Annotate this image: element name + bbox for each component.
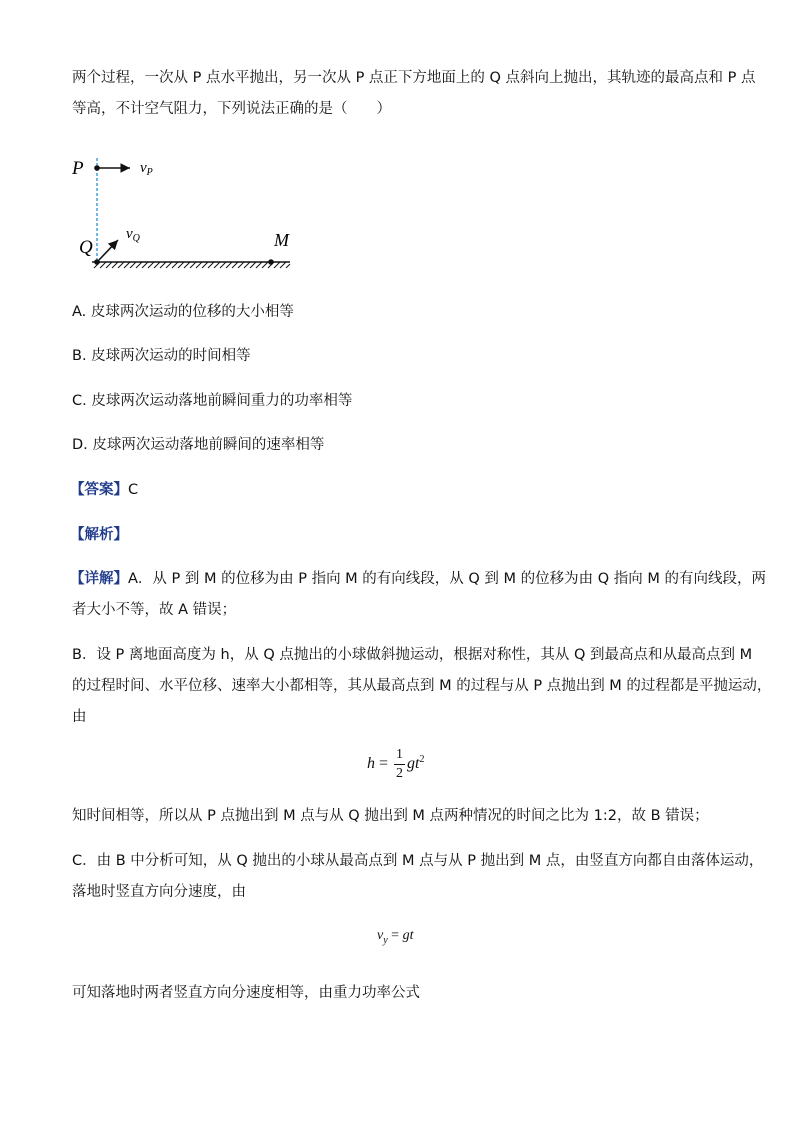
point-q-dot xyxy=(94,259,100,265)
option-text: 皮球两次运动的时间相等 xyxy=(91,348,251,364)
fraction-denominator: 2 xyxy=(396,766,404,781)
formula-lhs: h xyxy=(367,755,375,773)
velocity-q-arrow xyxy=(99,240,118,260)
fraction-numerator: 1 xyxy=(394,746,405,765)
detail-a-text: A．从 P 到 M 的位移为由 P 指向 M 的有向线段，从 Q 到 M 的位移为由 Q 指向 M 的有向线段，两 xyxy=(128,571,767,587)
label-q: Q xyxy=(79,237,93,258)
detail-a-line-1 xyxy=(70,569,766,589)
formula-free-fall xyxy=(367,746,424,783)
label-vp: $v_P$ xyxy=(140,160,153,178)
detail-c-line-3: 可知落地时两者竖直方向分速度相等，由重力功率公式 xyxy=(72,985,420,1001)
option-letter: B. xyxy=(72,348,87,364)
analysis-line xyxy=(70,525,128,545)
question-line-1: 两个过程，一次从 P 点水平抛出，另一次从 P 点正下方地面上的 Q 点斜向上抛出，其轨迹的最高点和 P 点 xyxy=(72,70,756,86)
detail-c-line-2: 落地时竖直方向分速度，由 xyxy=(72,884,246,900)
label-p: P xyxy=(72,158,84,179)
answer-label: 【答案】 xyxy=(70,482,128,498)
option-letter: C. xyxy=(72,393,87,409)
point-m-dot xyxy=(268,259,274,265)
answer-line xyxy=(70,480,138,500)
label-vq: $v_Q$ xyxy=(126,226,140,244)
option-c xyxy=(72,391,352,411)
detail-b-line-4: 知时间相等，所以从 P 点抛出到 M 点与从 Q 抛出到 M 点两种情况的时间之比为 1:2，故 B 错误； xyxy=(72,808,709,824)
formula-rhs: gt xyxy=(402,928,414,943)
ground-hatch xyxy=(94,262,290,268)
projectile-diagram xyxy=(66,150,306,280)
detail-c-line-1: C．由 B 中分析可知，从 Q 抛出的小球从最高点到 M 点与从 P 抛出到 M 点，由竖直方向都自由落体运动， xyxy=(72,853,764,869)
formula-lhs: v xyxy=(377,928,384,943)
option-text: 皮球两次运动落地前瞬间的速率相等 xyxy=(92,437,325,453)
label-m: M xyxy=(274,230,289,250)
point-p-dot xyxy=(94,165,100,171)
formula-subscript: y xyxy=(383,934,388,946)
detail-b-line-1: B．设 P 离地面高度为 h，从 Q 点抛出的小球做斜抛运动，根据对称性，其从 Q 到最高点和从最高点到 M xyxy=(72,647,753,663)
option-text: 皮球两次运动的位移的大小相等 xyxy=(90,304,294,320)
detail-b-line-3: 由 xyxy=(72,709,87,725)
option-text: 皮球两次运动落地前瞬间重力的功率相等 xyxy=(91,393,353,409)
option-letter: D. xyxy=(72,437,88,453)
formula-eq: = xyxy=(379,755,389,773)
question-line-2: 等高，不计空气阻力，下列说法正确的是（ ） xyxy=(72,101,391,117)
option-a xyxy=(72,302,294,322)
detail-label: 【详解】 xyxy=(70,571,128,587)
analysis-label: 【解析】 xyxy=(70,527,128,543)
formula-fraction xyxy=(394,746,405,783)
answer-value: C xyxy=(128,482,139,498)
option-b xyxy=(72,346,251,366)
formula-rhs: gt xyxy=(407,755,420,773)
option-d xyxy=(72,435,324,455)
formula-exponent: 2 xyxy=(419,753,425,765)
detail-a-line-2: 者大小不等，故 A 错误； xyxy=(72,602,237,618)
option-letter: A. xyxy=(72,304,87,320)
formula-eq: = xyxy=(391,928,400,943)
formula-vertical-velocity xyxy=(377,928,413,946)
detail-b-line-2: 的过程时间、水平位移、速率大小都相等，其从最高点到 M 的过程与从 P 点抛出到 M 的过程都是平抛运动， xyxy=(72,678,772,694)
